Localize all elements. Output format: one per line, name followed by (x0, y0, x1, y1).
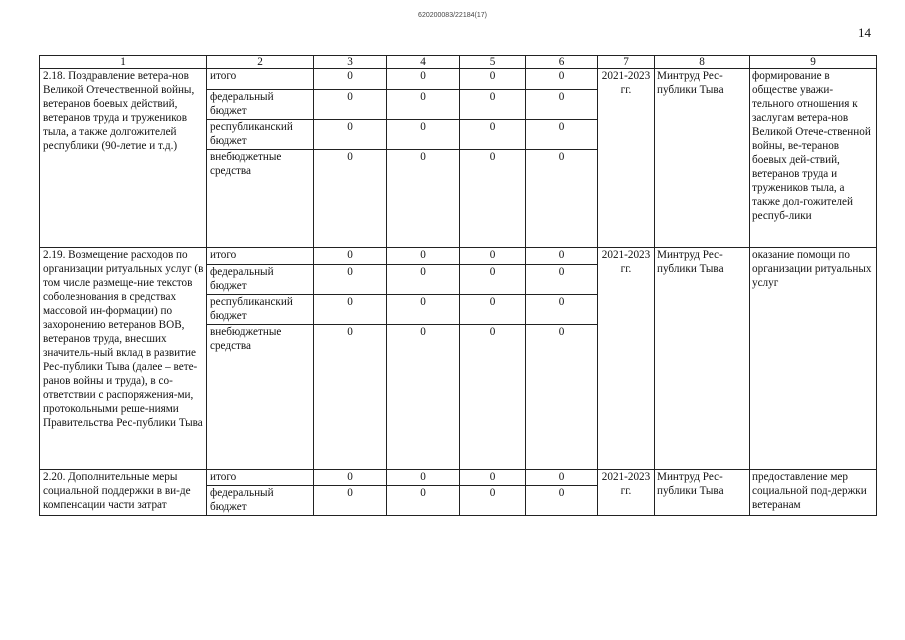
value-cell: 0 (387, 90, 460, 120)
header-cell: 8 (655, 56, 750, 69)
funding-source: республиканский бюджет (207, 295, 314, 325)
table-row (40, 470, 877, 486)
value-cell: 0 (387, 248, 460, 265)
term-cell: 2021-2023 гг. (598, 470, 655, 516)
funding-source: внебюджетные средства (207, 325, 314, 470)
value-cell: 0 (387, 265, 460, 295)
header-cell: 3 (314, 56, 387, 69)
value-cell: 0 (387, 325, 460, 470)
value-cell: 0 (387, 295, 460, 325)
executor-cell: Минтруд Рес-публики Тыва (655, 248, 750, 470)
header-cell: 4 (387, 56, 460, 69)
value-cell: 0 (526, 90, 598, 120)
value-cell: 0 (460, 295, 526, 325)
document-id: 620200083/22184(17) (418, 12, 487, 19)
header-cell: 5 (460, 56, 526, 69)
value-cell: 0 (314, 120, 387, 150)
value-cell: 0 (526, 150, 598, 248)
value-cell: 0 (460, 69, 526, 90)
value-cell: 0 (387, 470, 460, 486)
value-cell: 0 (460, 150, 526, 248)
measure-cell: 2.19. Возмещение расходов по организации ритуальных услуг (в том числе размеще-ние текстов соболезнования в средствах массовой ин-формации) по захоронению ветеранов ВОВ, ветеранов труда, внесших значитель-ный вклад в развитие Рес-публики Тыва (далее – вете-ранов войны и труда), в со-ответствии с распоряжения-ми, протокольными реше-ниями Правительства Рес-публики Тыва (40, 248, 207, 470)
value-cell: 0 (314, 265, 387, 295)
value-cell: 0 (387, 69, 460, 90)
value-cell: 0 (387, 150, 460, 248)
header-cell: 1 (40, 56, 207, 69)
funding-source: итого (207, 470, 314, 486)
result-cell: предоставление мер социальной под-держки ветеранам (750, 470, 877, 516)
value-cell: 0 (314, 248, 387, 265)
value-cell: 0 (314, 325, 387, 470)
value-cell: 0 (460, 90, 526, 120)
value-cell: 0 (526, 265, 598, 295)
value-cell: 0 (460, 120, 526, 150)
value-cell: 0 (314, 295, 387, 325)
value-cell: 0 (387, 486, 460, 516)
value-cell: 0 (460, 248, 526, 265)
value-cell: 0 (526, 325, 598, 470)
table-row (40, 69, 877, 90)
value-cell: 0 (526, 120, 598, 150)
funding-source: федеральный бюджет (207, 486, 314, 516)
value-cell: 0 (526, 248, 598, 265)
value-cell: 0 (526, 69, 598, 90)
result-cell: оказание помощи по организации ритуальных услуг (750, 248, 877, 470)
funding-source: федеральный бюджет (207, 265, 314, 295)
funding-source: внебюджетные средства (207, 150, 314, 248)
header-cell: 7 (598, 56, 655, 69)
value-cell: 0 (460, 265, 526, 295)
value-cell: 0 (526, 295, 598, 325)
value-cell: 0 (526, 486, 598, 516)
executor-cell: Минтруд Рес-публики Тыва (655, 69, 750, 248)
program-table (39, 55, 877, 516)
value-cell: 0 (526, 470, 598, 486)
funding-source: итого (207, 69, 314, 90)
value-cell: 0 (460, 325, 526, 470)
value-cell: 0 (460, 470, 526, 486)
header-cell: 6 (526, 56, 598, 69)
value-cell: 0 (314, 69, 387, 90)
term-cell: 2021-2023 гг. (598, 69, 655, 248)
table-row (40, 248, 877, 265)
header-row (40, 56, 877, 69)
header-cell: 9 (750, 56, 877, 69)
value-cell: 0 (314, 470, 387, 486)
value-cell: 0 (314, 150, 387, 248)
measure-cell: 2.20. Дополнительные меры социальной поддержки в ви-де компенсации части затрат (40, 470, 207, 516)
funding-source: итого (207, 248, 314, 265)
measure-cell: 2.18. Поздравление ветера-нов Великой Отечественной войны, ветеранов боевых действий, ветеранов труда и тружеников тыла, а также долгожителей республики (90-летие и т.д.) (40, 69, 207, 248)
page-number: 14 (858, 25, 871, 40)
funding-source: федеральный бюджет (207, 90, 314, 120)
funding-source: республиканский бюджет (207, 120, 314, 150)
term-cell: 2021-2023 гг. (598, 248, 655, 470)
value-cell: 0 (387, 120, 460, 150)
header-cell: 2 (207, 56, 314, 69)
executor-cell: Минтруд Рес-публики Тыва (655, 470, 750, 516)
result-cell: формирование в обществе уважи-тельного отношения к заслугам ветера-нов Великой Отече-ственной войны, ве-теранов боевых дей-ствий, ветеранов труда и тружеников тыла, а также дол-гожителей респуб-лики (750, 69, 877, 248)
value-cell: 0 (460, 486, 526, 516)
value-cell: 0 (314, 486, 387, 516)
value-cell: 0 (314, 90, 387, 120)
